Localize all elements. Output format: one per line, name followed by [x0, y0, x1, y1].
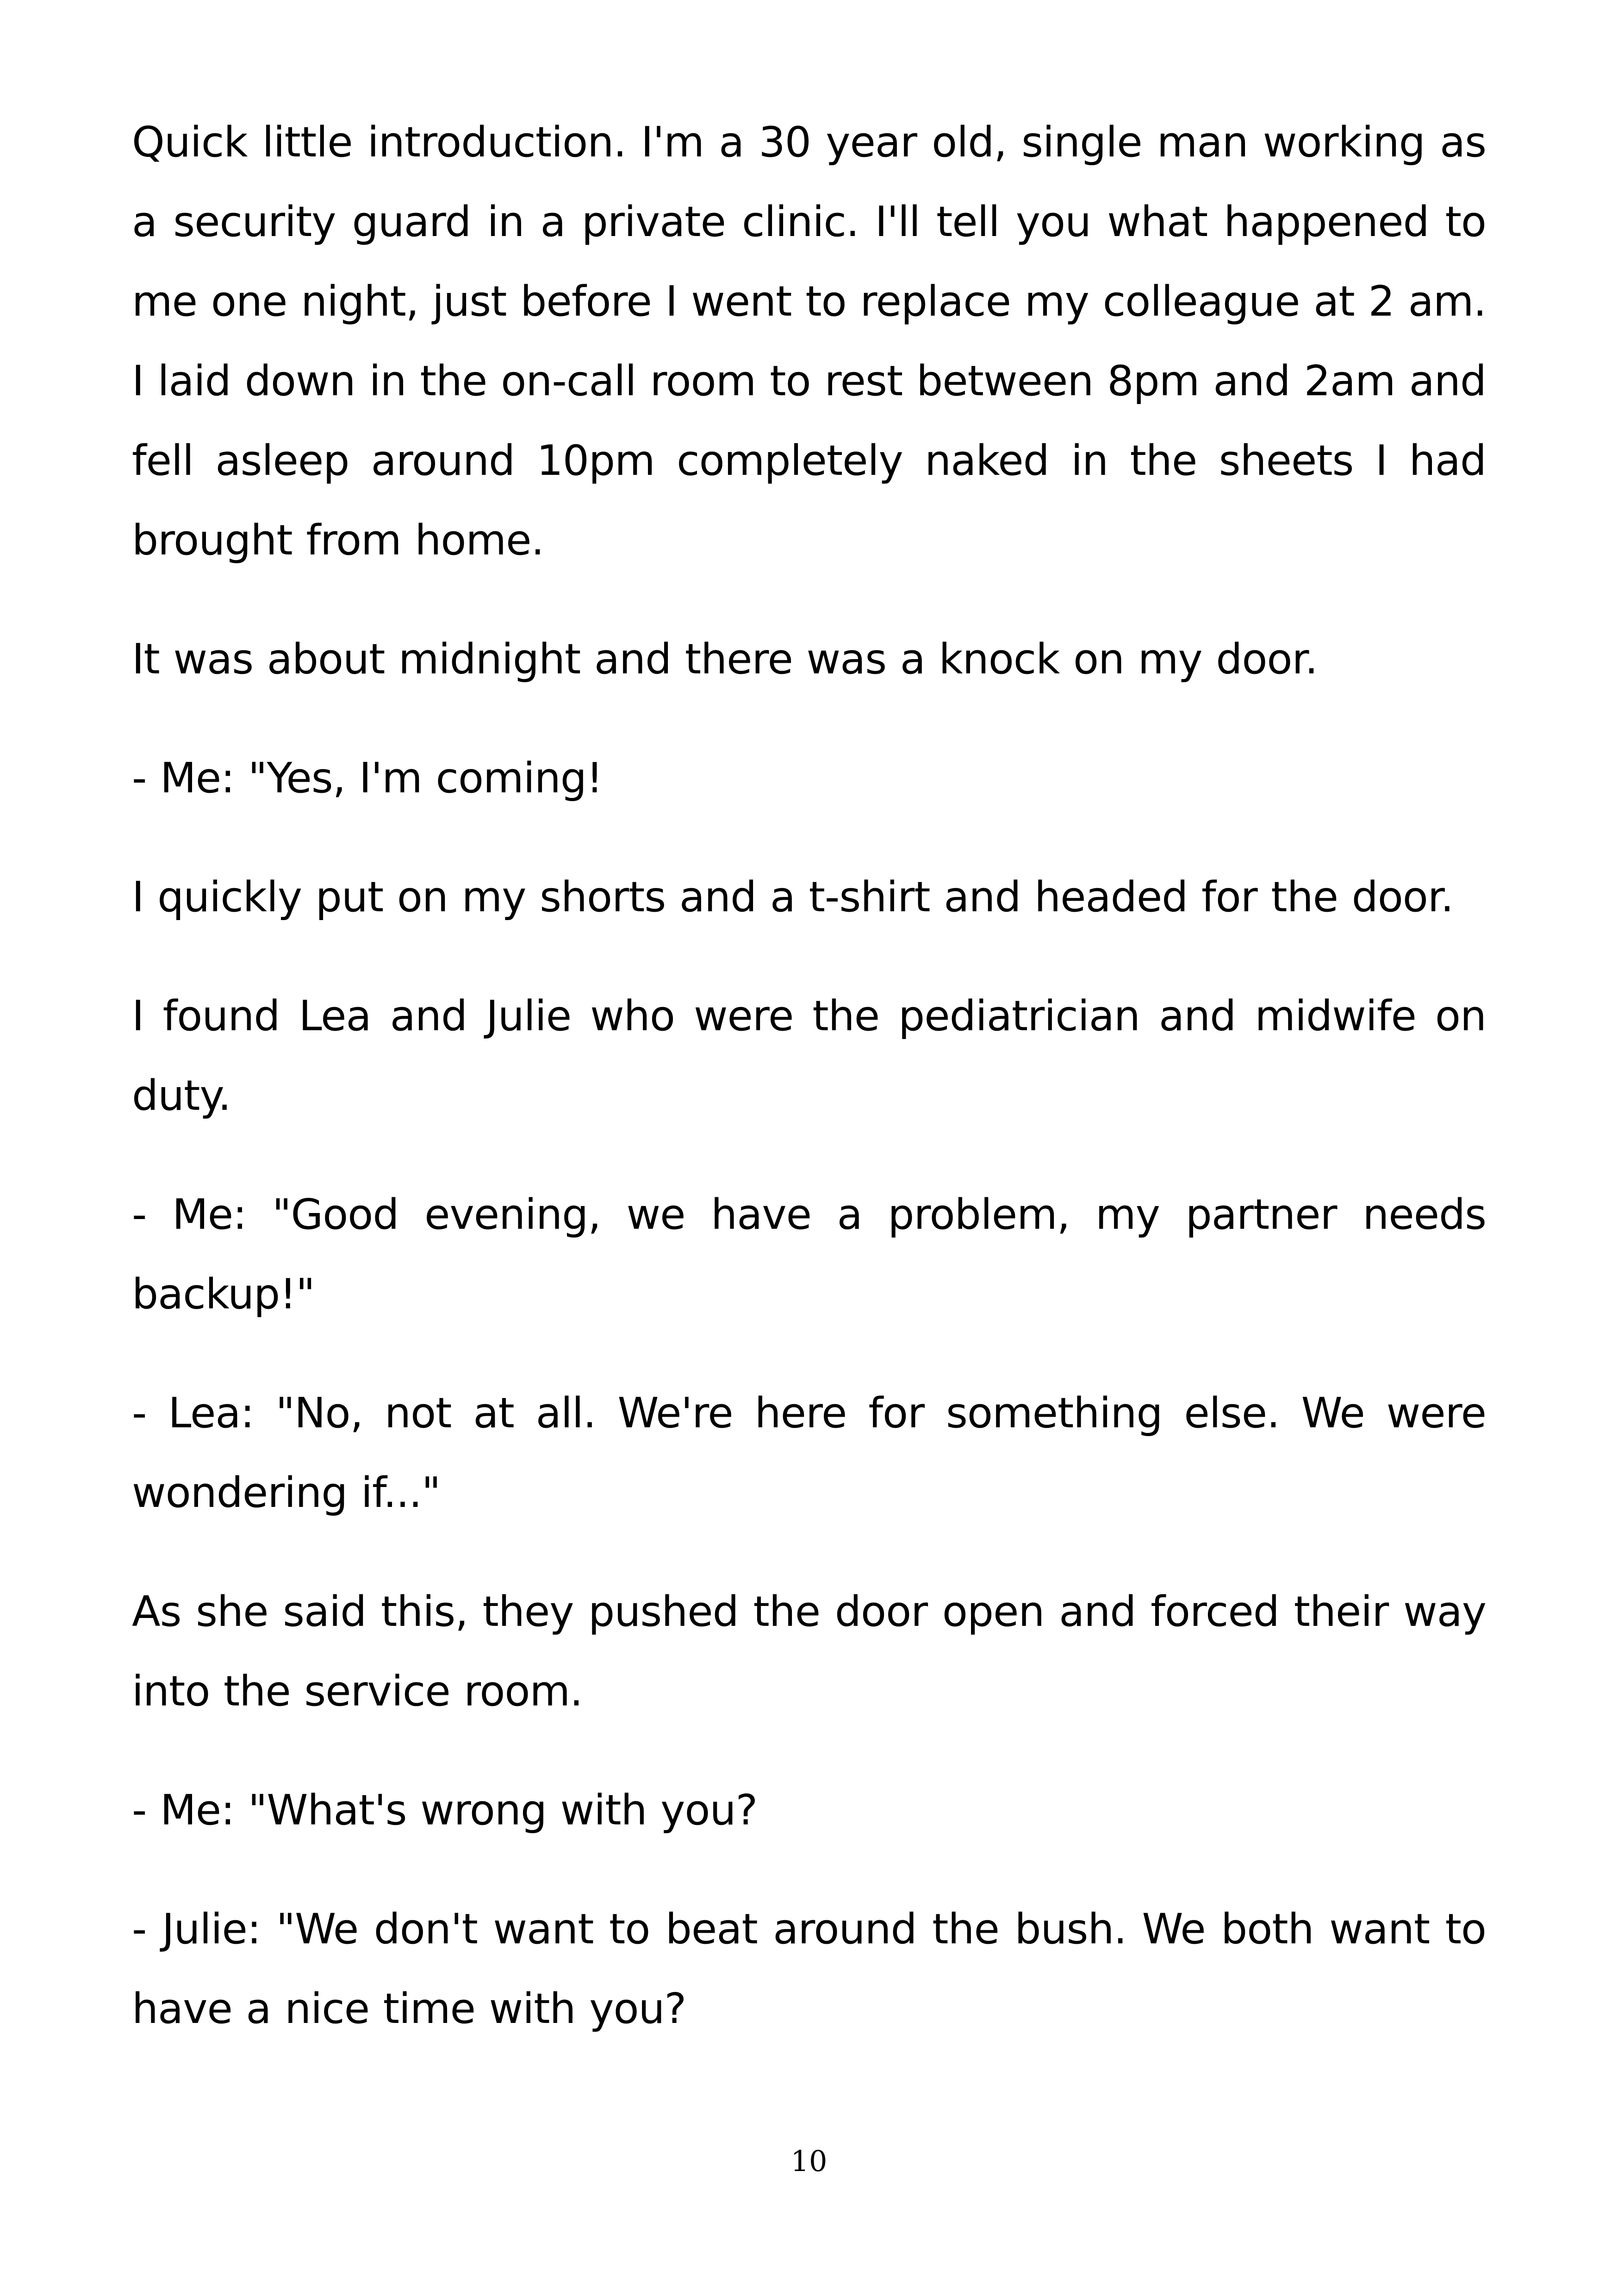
paragraph-door: As she said this, they pushed the door open and forced their way into the service room.: [132, 1587, 1486, 1716]
dialogue-line: - Julie: "We don't want to beat around the bush. We both want to have a nice time with you?: [132, 1905, 1486, 2033]
paragraph-intro: Quick little introduction. I'm a 30 year old, single man working as a security guard in a private clinic. I'll tell you what happened to me one night, just before I went to replace my colleague at 2 am. I laid down in the on-call room to rest between 8pm and 2am and fell asleep around 10pm completely naked in the sheets I had brought from home.: [132, 118, 1486, 565]
paragraph-knock: It was about midnight and there was a knock on my door.: [132, 635, 1318, 684]
dialogue-line: - Me: "Yes, I'm coming!: [132, 754, 603, 803]
dialogue-line: - Lea: "No, not at all. We're here for something else. We were wondering if...": [132, 1389, 1486, 1517]
paragraph-lea-julie: I found Lea and Julie who were the pediatrician and midwife on duty.: [132, 992, 1486, 1120]
page-number: 10: [790, 2144, 828, 2178]
body-text: [132, 103, 1486, 2049]
paragraph-shorts: I quickly put on my shorts and a t-shirt and headed for the door.: [132, 873, 1454, 921]
dialogue-line: - Me: "What's wrong with you?: [132, 1786, 758, 1835]
dialogue-line: - Me: "Good evening, we have a problem, my partner needs backup!": [132, 1190, 1486, 1319]
